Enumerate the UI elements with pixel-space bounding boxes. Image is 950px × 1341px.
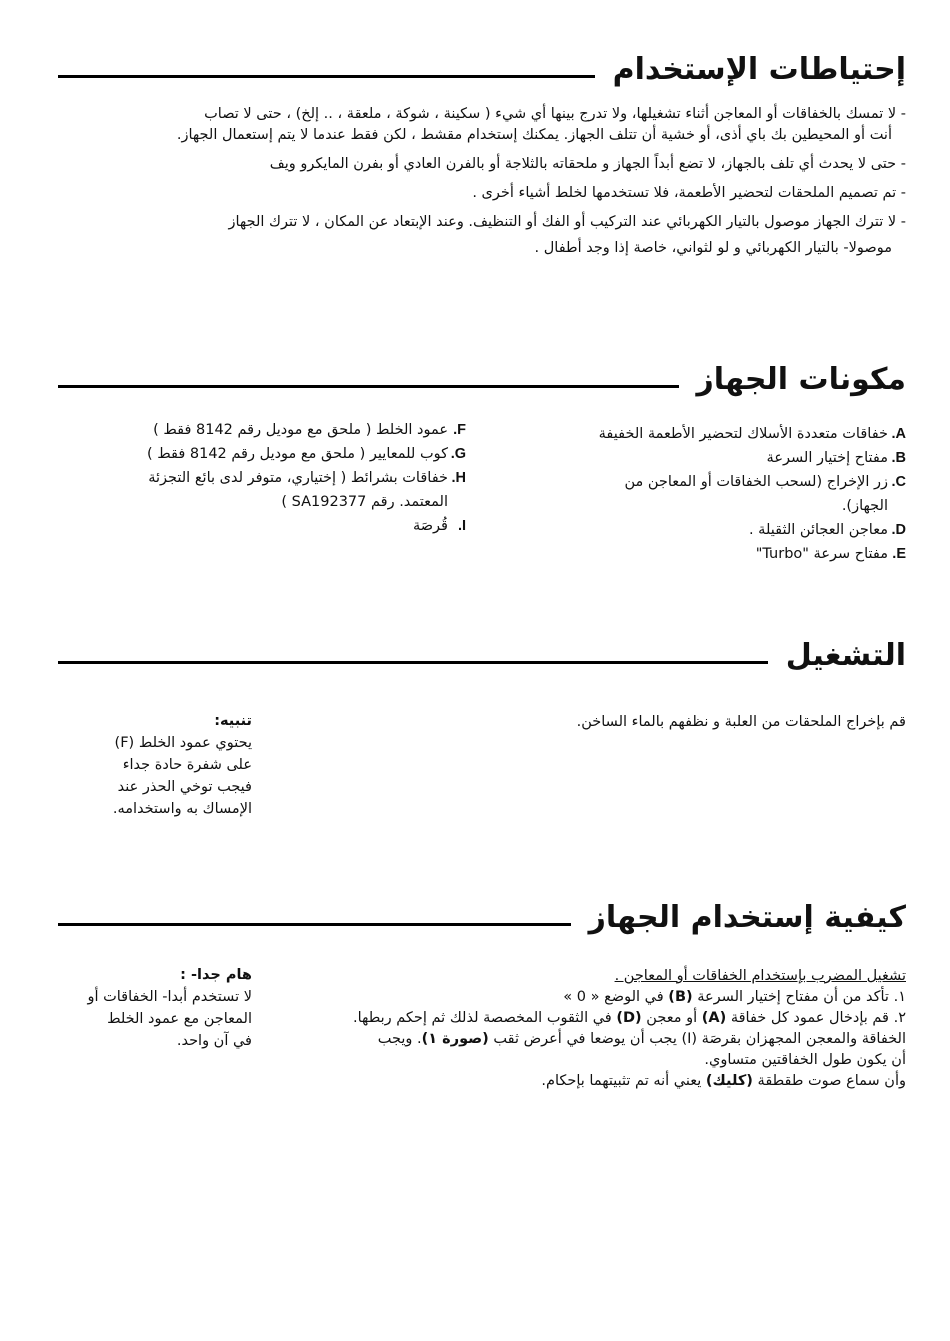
warning-line-2: على شفرة حادة جداء <box>122 757 252 773</box>
component-letter: I. <box>457 518 466 534</box>
component-text: مفتاح إختيار السرعة <box>766 450 888 466</box>
step2-line2-c: . ويجب <box>377 1031 422 1047</box>
operation-divider <box>58 661 768 664</box>
warning-line-3: فيجب توخي الحذر عند <box>117 779 252 795</box>
step2-line4-a: وأن سماع صوت طقطقة <box>752 1073 906 1089</box>
step2-line2-a: الخفاقة والمعجن المجهزان بقرصَة (I) يجب أن يوضعا في أعرض ثقب <box>488 1031 906 1047</box>
precaution-item-3: - تم تصميم الملحقات لتحضير الأطعمة، فلا تستخدمها لخلط أشياء أخرى . <box>472 185 906 201</box>
precaution-item-2: - حتى لا يحدث أي تلف بالجهاز، لا تضع أبداً الجهاز و ملحقاته بالثلاجة أو بالفرن العادي أو بفرن المايكرو ويف <box>269 156 906 172</box>
step2-text-a: ٢. قم بإدخال عمود كل خفاقة <box>726 1010 906 1026</box>
step2-text-c: أو معجن <box>641 1010 702 1026</box>
component-letter: E. <box>892 546 906 562</box>
precaution-item-4-line-1: - لا تترك الجهاز موصول بالتيار الكهربائي عند التركيب أو الفك أو التنظيف. وعند الإبتعاد عن المكان ، لا تترك الجهاز <box>228 214 906 230</box>
usage-step-2 <box>286 1008 906 1029</box>
step2-line2-b: (صورة ١) <box>421 1031 489 1047</box>
component-text: عمود الخلط ( ملحق مع موديل رقم 8142 فقط ) <box>153 422 448 438</box>
important-line-2: المعاجن مع عمود الخلط <box>107 1011 252 1027</box>
usage-steps <box>286 966 906 1092</box>
component-letter: A. <box>891 426 906 442</box>
usage-title: كيفية إستخدام الجهاز <box>588 899 906 935</box>
step2-text-d: (D) <box>616 1010 642 1026</box>
usage-step-2-line-4 <box>286 1071 906 1092</box>
usage-important-note <box>62 964 252 1052</box>
usage-header <box>58 894 906 940</box>
component-letter: D. <box>891 522 906 538</box>
step1-text-c: في الوضع « 0 » <box>563 989 669 1005</box>
component-text: زر الإخراج (لسحب الخفاقات أو المعاجن من الجهاز). <box>624 474 888 514</box>
warning-line-1: يحتوي عمود الخلط (F) <box>114 735 252 751</box>
operation-header <box>58 632 906 678</box>
component-item-i <box>106 514 466 538</box>
component-text: معاجن العجائن الثقيلة . <box>748 522 888 538</box>
precaution-item-4-line-2: موصولا- بالتيار الكهربائي و لو لثواني، خاصة إذا وجد أطفال . <box>534 240 892 256</box>
important-title: هام جدا- : <box>180 967 252 983</box>
component-letter: C. <box>891 474 906 490</box>
component-text: خفاقات بشرائط ( إختياري، متوفر لدى بائع التجزئة المعتمد. رقم SA192377 ) <box>148 470 448 510</box>
precaution-item-1-line-1: - لا تمسك بالخفاقات أو المعاجن أثناء تشغيلها، ولا تدرج بينها أي شيء ( سكينة ، شوكة ، ملعقة ، .. إلخ) ، حتى لا تصاب <box>204 106 906 122</box>
component-letter: H. <box>451 470 466 486</box>
precautions-header <box>58 46 906 92</box>
component-text: مفتاح سرعة "Turbo" <box>755 546 888 562</box>
usage-subheading: تشغيل المضرب بإستخدام الخفاقات أو المعاجن . <box>614 968 906 984</box>
step2-text-e: في الثقوب المخصصة لذلك ثم إحكم ربطها. <box>353 1010 617 1026</box>
precaution-item-1-line-2: أنت أو المحيطين بك باي أذى، أو خشية أن تتلف الجهاز. يمكنك إستخدام مقشط ، لكن فقط عندما لا يتم إستعمال الجهاز. <box>176 127 892 143</box>
components-header <box>58 356 906 402</box>
usage-step-1 <box>286 987 906 1008</box>
component-item-d <box>546 518 906 542</box>
component-item-e <box>546 542 906 566</box>
components-right-list <box>546 422 906 566</box>
component-item-g <box>106 442 466 466</box>
important-line-3: في آن واحد. <box>176 1033 252 1049</box>
precautions-divider <box>58 75 595 78</box>
operation-text-block <box>506 712 906 733</box>
component-item-b <box>546 446 906 470</box>
component-text: قُرصَة <box>412 518 448 534</box>
components-left-list <box>106 418 466 538</box>
usage-divider <box>58 923 571 926</box>
operation-text: قم بإخراج الملحقات من العلبة و نظفهم بالماء الساخن. <box>576 714 906 730</box>
important-line-1: لا تستخدم أبدا- الخفاقات أو <box>87 989 252 1005</box>
component-letter: F. <box>453 422 466 438</box>
precautions-title: إحتياطات الإستخدام <box>612 51 906 87</box>
component-letter: B. <box>891 450 906 466</box>
component-item-h <box>106 466 466 514</box>
usage-step-2-line-3: أن يكون طول الخفاقتين متساوي. <box>704 1052 906 1068</box>
precautions-list <box>56 104 906 259</box>
component-text: كوب للمعايير ( ملحق مع موديل رقم 8142 فقط ) <box>146 446 448 462</box>
component-item-f <box>106 418 466 442</box>
component-item-a <box>546 422 906 446</box>
step2-line4-c: يعني أنه تم تثبيتهما بإحكام. <box>541 1073 706 1089</box>
warning-line-4: الإمساك به واستخدامه. <box>112 801 252 817</box>
components-divider <box>58 385 679 388</box>
step2-line4-b: (كليك) <box>705 1073 753 1089</box>
warning-title: تنبيه: <box>214 713 252 729</box>
step1-text-a: ١. تأكد من أن مفتاح إختيار السرعة <box>692 989 906 1005</box>
component-letter: G. <box>450 446 466 462</box>
components-title: مكونات الجهاز <box>696 361 906 397</box>
operation-warning-note <box>92 710 252 820</box>
step1-text-b: (B) <box>668 989 693 1005</box>
step2-text-b: (A) <box>701 1010 727 1026</box>
component-item-c <box>546 470 906 518</box>
component-text: خفاقات متعددة الأسلاك لتحضير الأطعمة الخفيفة <box>598 426 888 442</box>
usage-step-2-line-2 <box>286 1029 906 1050</box>
operation-title: التشغيل <box>785 637 906 673</box>
